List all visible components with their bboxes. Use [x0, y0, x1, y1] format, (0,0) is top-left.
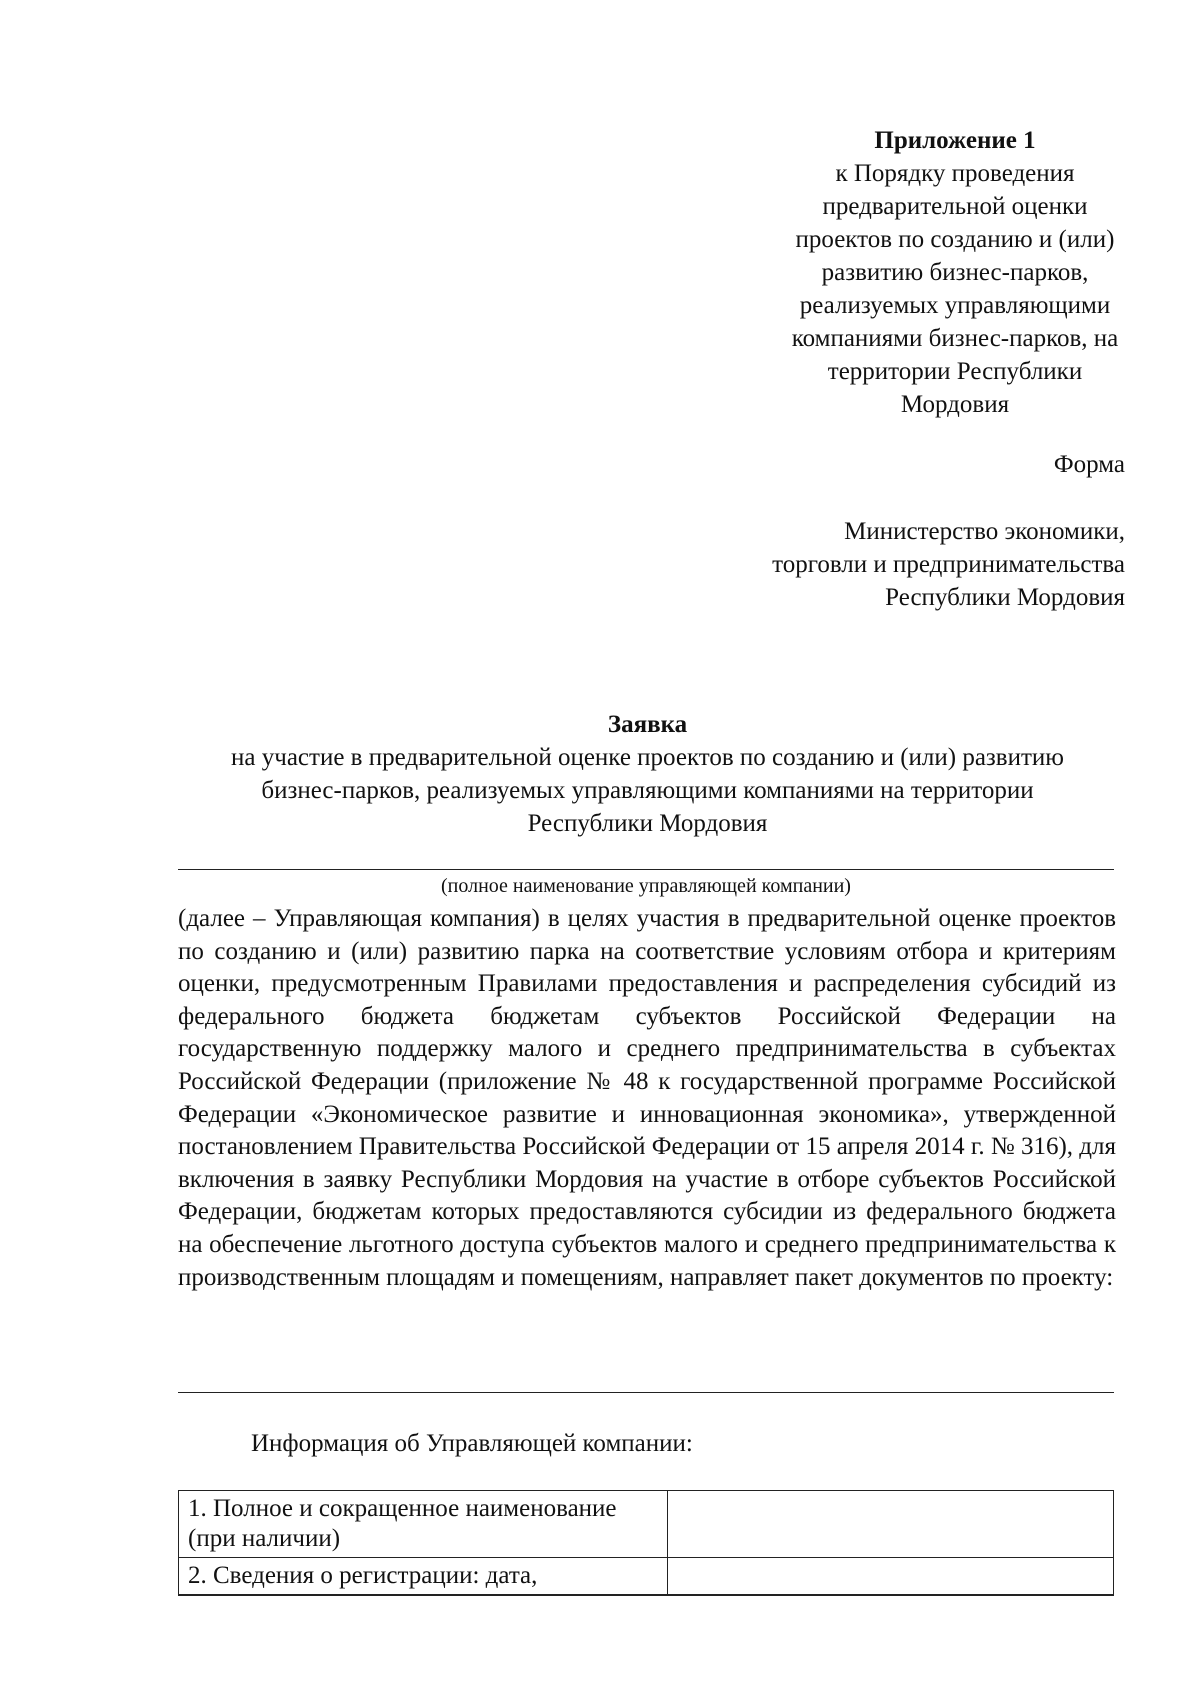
form-label: Форма [1053, 451, 1125, 478]
table-cell-label: 1. Полное и сокращенное наименование (при наличии) [179, 1491, 668, 1558]
company-name-blank-line[interactable] [178, 869, 1114, 870]
appendix-line: компаниями бизнес-парков, на [791, 325, 1119, 352]
project-blank-line[interactable] [178, 1392, 1114, 1393]
info-heading: Информация об Управляющей компании: [251, 1430, 693, 1457]
addressee-line: Республики Мордовия [885, 584, 1125, 611]
appendix-line: проектов по созданию и (или) [795, 226, 1115, 253]
company-info-table [178, 1490, 1114, 1596]
table-row [179, 1558, 1114, 1596]
table-cell-label: 2. Сведения о регистрации: дата, [179, 1558, 668, 1596]
table-row [179, 1491, 1114, 1558]
request-heading [170, 708, 1125, 840]
appendix-line: Мордовия [900, 391, 1010, 418]
appendix-line: к Порядку проведения [835, 160, 1075, 187]
addressee-line: Министерство экономики, [844, 518, 1125, 545]
request-subtitle-line: бизнес-парков, реализуемых управляющими компаниями на территории [261, 777, 1034, 804]
request-title: Заявка [607, 711, 688, 738]
appendix-title: Приложение 1 [874, 127, 1036, 154]
addressee-block [605, 515, 1125, 614]
table-cell-value[interactable] [668, 1491, 1114, 1558]
appendix-line: реализуемых управляющими [799, 292, 1111, 319]
addressee-line: торговли и предпринимательства [772, 551, 1125, 578]
appendix-line: территории Республики [827, 358, 1083, 385]
appendix-line: предварительной оценки [822, 193, 1088, 220]
body-paragraph: (далее – Управляющая компания) в целях участия в предварительной оценке проектов по созданию и (или) развитию парка на соответствие условиям отбора и критериям оценки, предусмотренным Правилами предоставления и распределения субсидий из федерального бюджета бюджетам субъектов Российской Федерации на государственную поддержку малого и среднего предпринимательства в субъектах Российской Федерации (приложение № 48 к государственной программе Российской Федерации «Экономическое развитие и инновационная экономика», утвержденной постановлением Правительства Российской Федерации от 15 апреля 2014 г. № 316), для включения в заявку Республики Мордовия на участие в отборе субъектов Российской Федерации, бюджетам которых предоставляются субсидии из федерального бюджета на обеспечение льготного доступа субъектов малого и среднего предпринимательства к производственным площадям и помещениям, направляет пакет документов по проекту: [178, 905, 1116, 1291]
table-cell-value[interactable] [668, 1558, 1114, 1596]
appendix-block [720, 124, 1190, 421]
request-subtitle-line: Республики Мордовия [527, 810, 768, 837]
company-name-caption: (полное наименование управляющей компании) [441, 875, 851, 897]
request-subtitle-line: на участие в предварительной оценке проектов по созданию и (или) развитию [231, 744, 1064, 771]
appendix-line: развитию бизнес-парков, [821, 259, 1089, 286]
